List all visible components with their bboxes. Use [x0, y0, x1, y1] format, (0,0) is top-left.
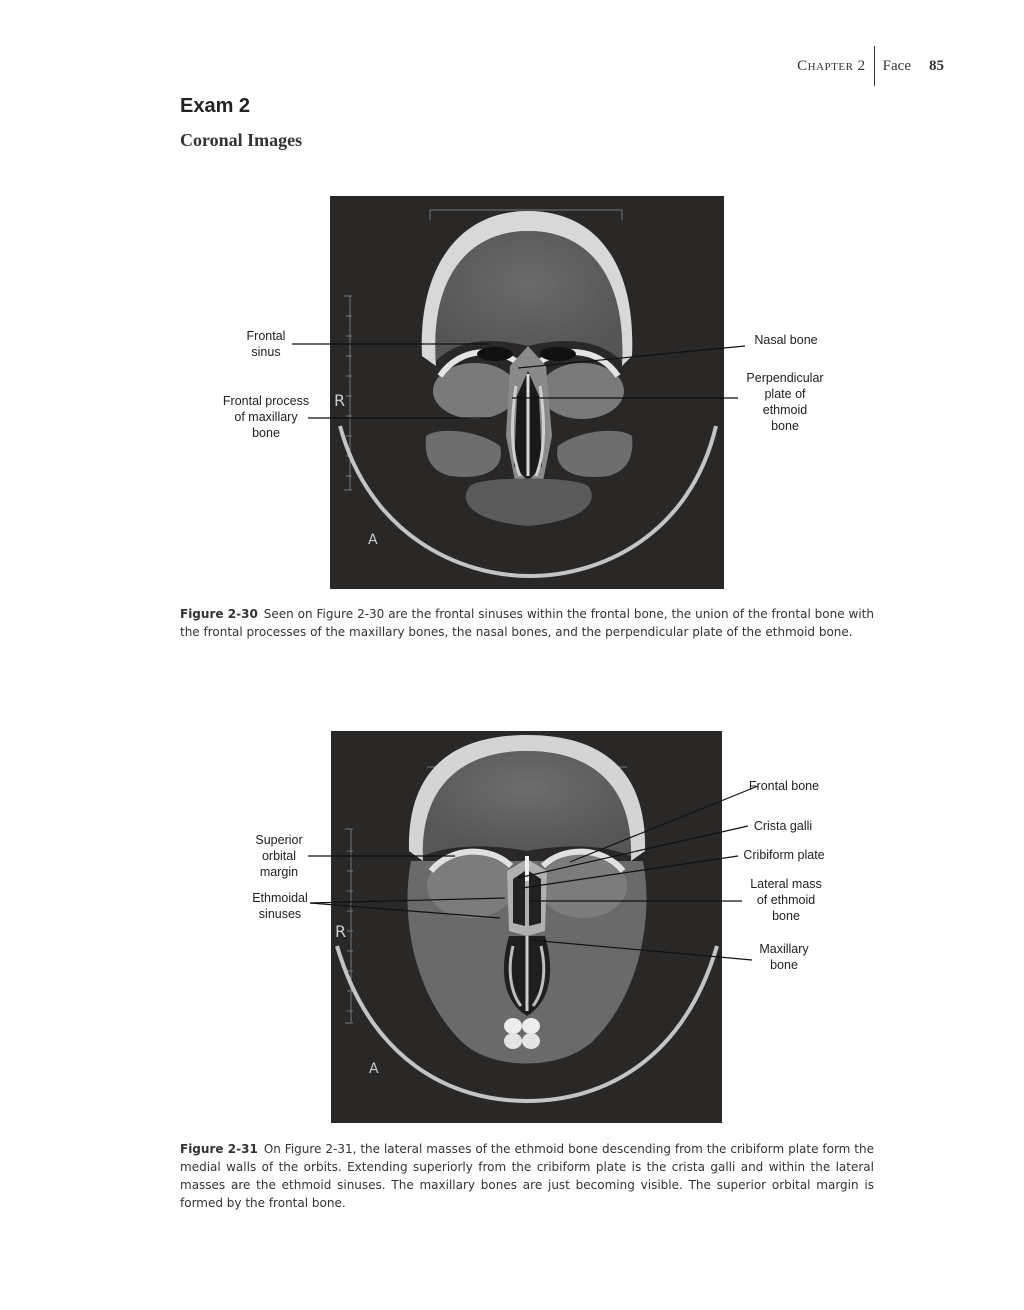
label-crista-galli: Crista galli [753, 819, 813, 833]
exam-title: Exam 2 [180, 95, 251, 117]
label-cribiform-plate: Cribiform plate [743, 848, 825, 862]
label-frontal-bone: Frontal bone [748, 779, 820, 793]
orientation-marker: R [334, 391, 346, 410]
label-frontal-sinus: Frontal sinus [246, 329, 286, 359]
caption-text: On Figure 2-31, the lateral masses of the ethmoid bone descending from the cribiform plate form the medial walls of the orbits. Extending superiorly from the cribiform plate is the crista galli and within the lateral masses are the ethmoid sinuses. The maxillary bones are just becoming visible. The superior orbital margin is formed by the frontal bone. [180, 1142, 874, 1210]
label-perpendicular-plate: Perpendicular plate of ethmoid bone [746, 371, 824, 433]
exam-subtitle: Coronal Images [180, 130, 303, 150]
page-number: 85 [929, 57, 944, 74]
section-label: Face [882, 57, 911, 74]
caption-text: Seen on Figure 2-30 are the frontal sinuses within the frontal bone, the union of the frontal bone with the frontal processes of the maxillary bones, the nasal bones, and the perpendicular plate of the ethmoid bone. [180, 607, 874, 639]
chapter-label: Chapter 2 [797, 57, 866, 74]
label-frontal-process: Frontal process of maxillary bone [222, 394, 310, 440]
label-ethmoidal-sinuses: Ethmoidal sinuses [252, 891, 308, 921]
figure-label: Figure 2-30 [180, 607, 258, 621]
anterior-marker: A [369, 1061, 379, 1077]
anterior-marker: A [368, 532, 378, 548]
label-superior-orbital-margin: Superior orbital margin [255, 833, 303, 879]
label-lateral-mass: Lateral mass of ethmoid bone [750, 877, 822, 923]
orientation-marker: R [335, 922, 347, 941]
figure-label: Figure 2-31 [180, 1142, 258, 1156]
label-nasal-bone: Nasal bone [754, 333, 818, 347]
caption-figure-2-31 [180, 1140, 874, 1212]
label-maxillary-bone: Maxillary bone [759, 942, 809, 972]
